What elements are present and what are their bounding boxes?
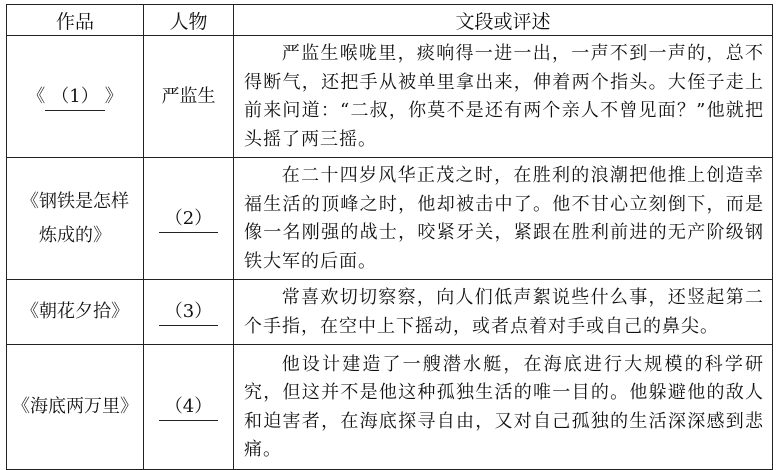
answer-blank-1[interactable]: （1） (45, 85, 104, 111)
header-passage: 文段或评述 (234, 5, 773, 36)
work-cell: 《朝花夕拾》 (7, 280, 144, 345)
table-row (7, 36, 773, 158)
answer-blank-3[interactable]: （3） (159, 300, 218, 326)
work-cell (7, 158, 144, 280)
header-work: 作品 (7, 5, 144, 36)
book-title-close: 》 (104, 85, 123, 107)
passage-cell (234, 280, 773, 345)
passage-text: 他设计建造了一艘潜水艇，在海底进行大规模的科学研究，但这并不是他这种孤独生活的唯一目的。他躲避他的敌人和迫害者，在海底探寻自由，又对自己孤独的生活深深感到悲痛。 (244, 353, 764, 460)
work-cell: 《海底两万里》 (7, 345, 144, 470)
passage-cell (234, 36, 773, 158)
book-title-open: 《 (27, 85, 46, 107)
header-character: 人物 (144, 5, 234, 36)
literature-table (6, 4, 773, 470)
character-cell (144, 280, 234, 345)
header-row (7, 5, 773, 36)
table-row (7, 345, 773, 470)
work-title: 《钢铁是怎样炼成的》 (21, 190, 129, 246)
passage-text: 严监生喉咙里，痰响得一进一出，一声不到一声的，总不得断气，还把手从被单里拿出来，伸着两个指头。大侄子走上前来问道：“二叔，你莫不是还有两个亲人不曾见面？”他就把头摇了两三摇。 (244, 43, 764, 150)
passage-cell (234, 345, 773, 470)
character-cell: 严监生 (144, 36, 234, 158)
answer-blank-4[interactable]: （4） (159, 395, 218, 421)
character-cell (144, 158, 234, 280)
table-row (7, 280, 773, 345)
answer-blank-2[interactable]: （2） (159, 207, 218, 233)
passage-cell (234, 158, 773, 280)
passage-text: 常喜欢切切察察，向人们低声絮说些什么事，还竖起第二个手指，在空中上下摇动，或者点着对手或自己的鼻尖。 (244, 287, 764, 337)
character-cell (144, 345, 234, 470)
work-cell (7, 36, 144, 158)
table-row (7, 158, 773, 280)
passage-text: 在二十四岁风华正茂之时，在胜利的浪潮把他推上创造幸福生活的顶峰之时，他却被击中了。他不甘心立刻倒下，而是像一名刚强的战士，咬紧牙关，紧跟在胜利前进的无产阶级钢铁大军的后面。 (244, 165, 764, 272)
